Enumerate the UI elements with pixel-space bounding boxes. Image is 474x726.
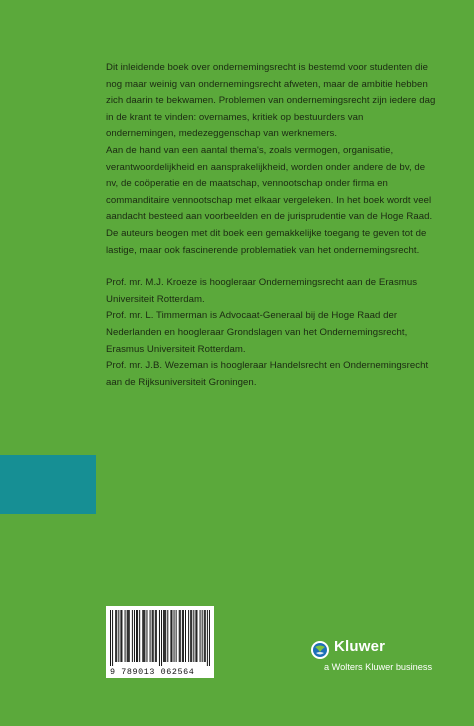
barcode-bar <box>191 610 192 662</box>
barcode-bar <box>180 610 181 662</box>
barcode-bar <box>161 610 162 666</box>
barcode-bar <box>125 610 126 662</box>
barcode-bar <box>209 610 210 666</box>
back-cover-text <box>106 60 436 391</box>
barcode-bar <box>202 610 203 662</box>
barcode-bar <box>132 610 133 662</box>
barcode-bar <box>144 610 145 662</box>
author-bio-kroeze: Prof. mr. M.J. Kroeze is hoogleraar Ondernemingsrecht aan de Erasmus Universiteit Rotterdam. <box>106 277 418 305</box>
barcode-bar <box>185 610 186 662</box>
barcode-bar <box>136 610 137 662</box>
barcode-bar <box>171 610 172 662</box>
barcode-bar <box>156 610 157 662</box>
barcode-bar <box>153 610 154 662</box>
barcode-bar <box>139 610 140 662</box>
barcode-bar <box>146 610 147 662</box>
author-bio-wezeman: Prof. mr. J.B. Wezeman is hoogleraar Handelsrecht en Ondernemingsrecht aan de Rijksuniversiteit Groningen. <box>106 360 429 388</box>
isbn-number: 9 789013 062564 <box>110 667 195 677</box>
barcode-bar <box>170 610 171 662</box>
barcode-bar <box>150 610 151 662</box>
barcode-bar <box>152 610 153 662</box>
barcode-bar <box>207 610 208 666</box>
author-bio-timmerman: Prof. mr. L. Timmerman is Advocaat-Generaal bij de Hoge Raad der Nederlanden en hoogleraar Grondslagen van het Ondernemingsrecht, Erasmus Universiteit Rotterdam. <box>106 310 408 355</box>
barcode-bar <box>174 610 175 662</box>
barcode-bar <box>115 610 116 662</box>
barcode-bar <box>137 610 138 662</box>
description-paragraph-3: De auteurs beogen met dit boek een gemakkelijke toegang te geven tot de lastige, maar ook fascinerende problematiek van het ondernemingsrecht. <box>106 227 427 256</box>
barcode-bar <box>112 610 113 666</box>
barcode-bar <box>165 610 166 662</box>
barcode-bar <box>120 610 121 662</box>
barcode-bar <box>127 610 128 662</box>
barcode-bar <box>129 610 130 662</box>
description-paragraph-1: Dit inleidende boek over ondernemingsrecht is bestemd voor studenten die nog maar weinig van ondernemingsrecht afweten, maar de ambitie hebben zich daarin te bekwamen. Problemen van ondernemingsrecht zijn iedere dag in de krant te vinden: overnames, kritiek op bestuurders van ondernemingen, medezeggenschap van werknemers. <box>106 62 436 140</box>
barcode-bar <box>188 610 189 662</box>
barcode-bar <box>195 610 196 662</box>
barcode-bar <box>116 610 117 662</box>
barcode-bar <box>193 610 194 662</box>
description-paragraph-2: Aan de hand van een aantal thema's, zoals vermogen, organisatie, verantwoordelijkheid en aansprakelijkheid, worden onder andere de bv, de nv, de coöperatie en de maatschap, vennootschap onder firma en commanditaire vennootschap met elkaar vergeleken. In het boek wordt veel aandacht besteed aan voorbeelden en de jurisprudentie van de Hoge Raad. <box>106 144 433 223</box>
barcode-bar <box>128 610 129 662</box>
barcode-bar <box>142 610 143 662</box>
publisher-name: Kluwer <box>334 638 386 655</box>
barcode-bars <box>110 610 210 666</box>
barcode-bar <box>167 610 168 662</box>
barcode-bar <box>110 610 111 666</box>
barcode-bar <box>164 610 165 662</box>
barcode-bar <box>176 610 177 662</box>
barcode-bar <box>190 610 191 662</box>
publisher-tagline: a Wolters Kluwer business <box>324 662 433 672</box>
barcode-bar <box>183 610 184 662</box>
barcode-bar <box>205 610 206 662</box>
section-gap <box>106 259 436 275</box>
isbn-barcode <box>106 606 214 678</box>
publisher-logo <box>310 636 433 686</box>
barcode-bar <box>118 610 119 662</box>
accent-band <box>0 455 96 514</box>
barcode-bar <box>179 610 180 662</box>
barcode-bar <box>155 610 156 662</box>
barcode-bar <box>200 610 201 662</box>
barcode-bar <box>143 610 144 662</box>
barcode-bar <box>196 610 197 662</box>
barcode-bar <box>182 610 183 662</box>
barcode-bar <box>121 610 122 662</box>
kluwer-globe-icon <box>310 640 330 660</box>
barcode-bar <box>159 610 160 666</box>
barcode-bar <box>204 610 205 662</box>
barcode-bar <box>163 610 164 662</box>
barcode-bar <box>134 610 135 662</box>
